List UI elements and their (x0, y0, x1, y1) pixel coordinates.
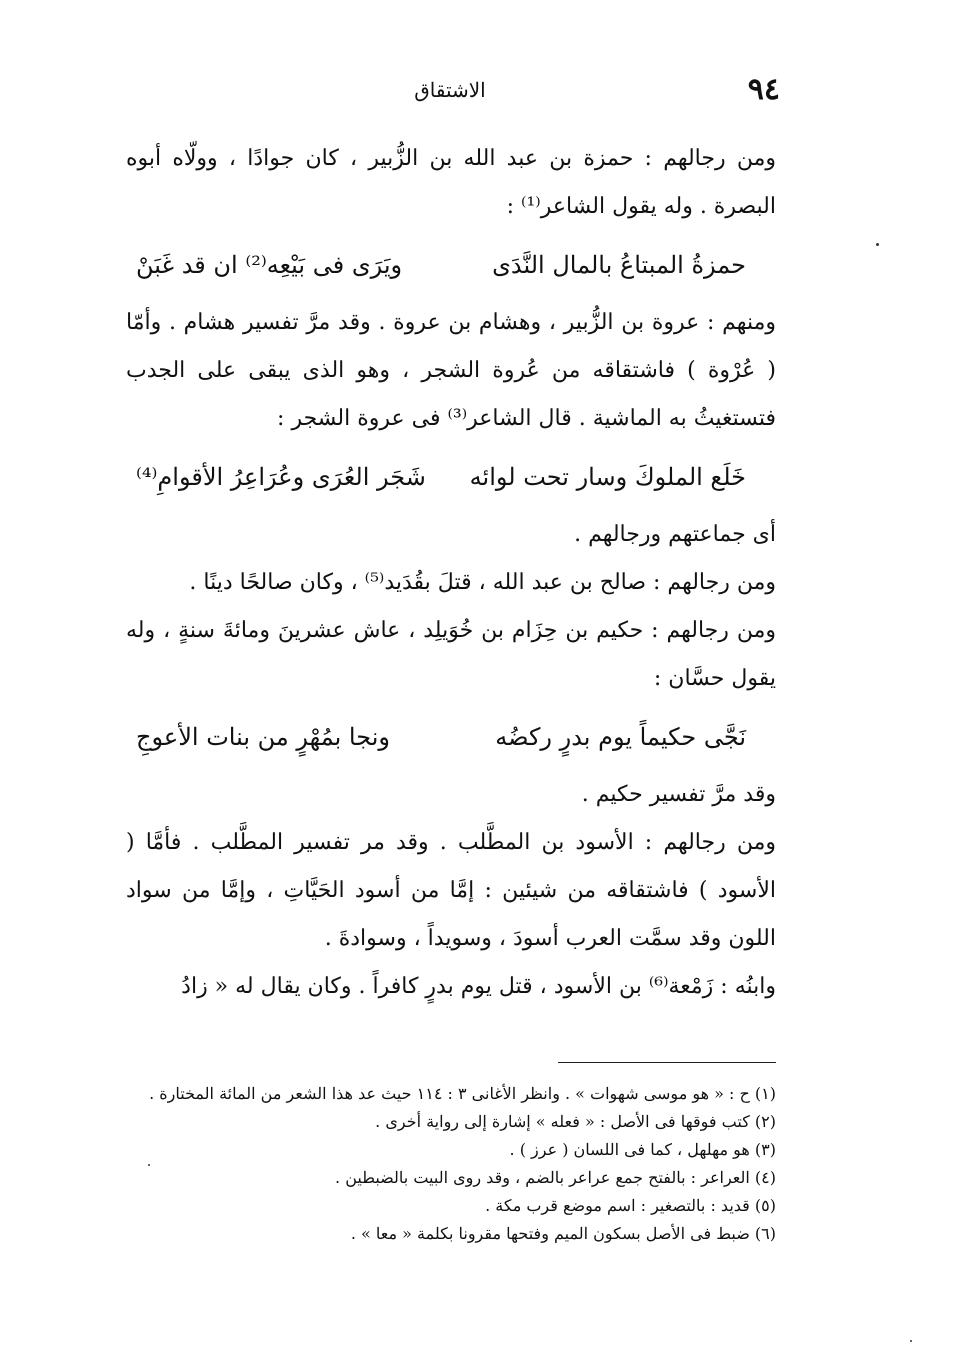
footnotes (126, 1080, 776, 1248)
paragraph-urwa: ومنهم : عروة بن الزُّبير ، وهشام بن عروة . وقد مرَّ تفسير هشام . وأمّا ( عُرْوة ) فاشتقاقه من عُروة الشجر ، وهو الذى يبقى على الجدب فتستغيثُ به الماشية . قال الشاعر⁽³⁾ فى عروة الشجر : (126, 310, 776, 431)
verse-second-hemistich: ونجا بمُهْرٍ من بنات الأعوجِ (136, 723, 390, 751)
footnote-4: (٤) العراعر : بالفتح جمع عراعر بالضم ، وقد روى البيت بالضبطين . (335, 1168, 776, 1187)
running-title: الاشتقاق (414, 78, 486, 102)
print-speck (876, 243, 879, 246)
verse-hamza (126, 237, 776, 293)
paragraph-hakim: ومن رجالهم : حكيم بن حِزَام بن خُوَيلِد ، عاش عشرينَ ومائةَ سنةٍ ، وله يقول حسَّان : (126, 618, 776, 691)
footnote-divider (558, 1062, 776, 1063)
page-header (120, 72, 780, 112)
footnote-2: (٢) كتب فوقها فى الأصل : « فعله » إشارة إلى رواية أخرى . (375, 1112, 776, 1131)
verse-second-hemistich: شَجَر العُرَى وعُرَاعِرُ الأقوامِ⁽⁴⁾ (136, 463, 426, 491)
footnote-3: (٣) هو مهلهل ، كما فى اللسان ( عرز ) . (509, 1140, 776, 1159)
paragraph-hamza: ومن رجالهم : حمزة بن عبد الله بن الزُّبير ، كان جوادًا ، وولّاه أبوه البصرة . وله يقول الشاعر⁽¹⁾ : (126, 146, 776, 219)
verse-urwa (126, 449, 776, 505)
verse-first-hemistich: خَلَع الملوكَ وسار تحت لوائه (469, 463, 746, 491)
print-speck (910, 1340, 912, 1342)
verse-hakim (126, 709, 776, 765)
footnote-6: (٦) ضبط فى الأصل بسكون الميم وفتحها مقرونا بكلمة « معا » . (350, 1224, 776, 1243)
paragraph-salih: ومن رجالهم : صالح بن عبد الله ، قتلَ بقُدَيد⁽⁵⁾ ، وكان صالحًا دينًا . (189, 570, 776, 595)
page-number: ٩٤ (747, 72, 780, 107)
paragraph-zama: وابنُه : زَمْعة⁽⁶⁾ بن الأسود ، قتل يوم بدرٍ كافراً . وكان يقال له « زادُ (181, 974, 776, 999)
verse-gloss: وقد مرَّ تفسير حكيم . (581, 782, 776, 807)
verse-first-hemistich: حمزةُ المبتاعُ بالمال النَّدَى (492, 251, 746, 279)
main-text (126, 135, 776, 1011)
footnote-1: (١) ح : « هو موسى شهوات » . وانظر الأغانى ٣ : ١١٤ حيث عد هذا الشعر من المائة المختارة . (149, 1084, 776, 1103)
print-speck (148, 1164, 150, 1166)
verse-gloss: أى جماعتهم ورجالهم . (574, 522, 776, 547)
verse-first-hemistich: نَجَّى حكيماً يوم بدرٍ ركضُه (495, 723, 746, 751)
verse-second-hemistich: ويَرَى فى بَيْعِه⁽²⁾ ان قد غَبَنْ (136, 251, 403, 279)
footnote-5: (٥) قديد : بالتصغير : اسم موضع قرب مكة . (485, 1196, 776, 1215)
paragraph-aswad: ومن رجالهم : الأسود بن المطَّلب . وقد مر تفسير المطَّلب . فأمَّا ( الأسود ) فاشتقاقه من شيئين : إمَّا من أسود الحَيَّاتِ ، وإمَّا من سواد اللون وقد سمَّت العرب أسودَ ، وسويداً ، وسوادةَ . (126, 830, 776, 951)
